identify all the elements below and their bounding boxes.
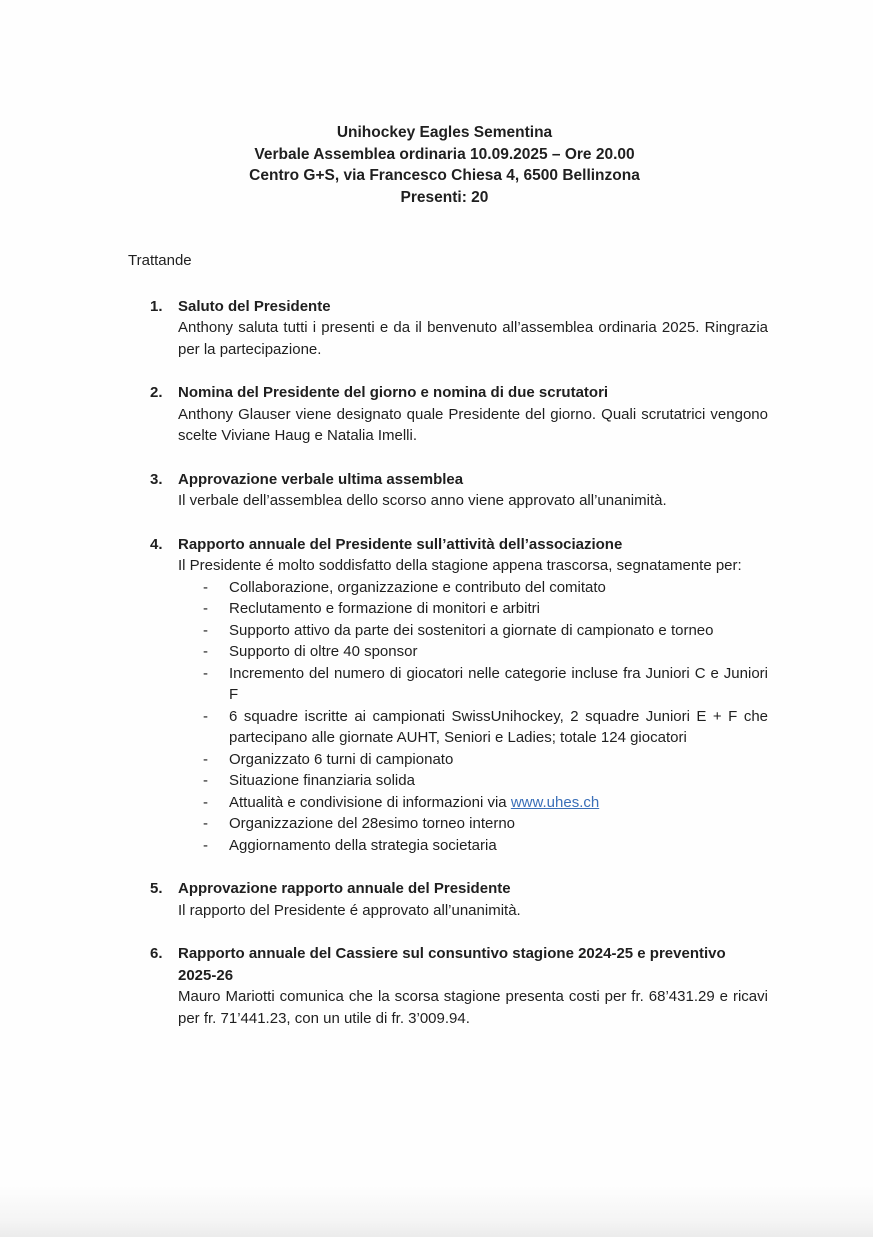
- agenda-item: [0, 878, 873, 921]
- bullet-text: Situazione finanziaria solida: [229, 772, 415, 789]
- agenda-item-title: Rapporto annuale del Presidente sull’attività dell’associazione: [178, 535, 623, 553]
- bullet-dash: -: [203, 836, 208, 854]
- bullet-text: Supporto attivo da parte dei sostenitori a giornate di campionato e torneo: [229, 621, 714, 639]
- section-label-trattande: Trattande: [128, 252, 192, 269]
- agenda-list: [0, 296, 873, 1030]
- agenda-item-number: 5.: [150, 880, 163, 897]
- bullet-item: [178, 577, 768, 599]
- agenda-item: [0, 382, 873, 447]
- bullet-item: [178, 598, 768, 620]
- bullet-dash: -: [203, 793, 208, 811]
- bullet-item: [178, 706, 768, 749]
- bullet-dash: -: [203, 750, 208, 768]
- agenda-item-number: 3.: [150, 470, 163, 488]
- agenda-item-bullets: [178, 577, 768, 857]
- bullet-text: 6 squadre iscritte ai campionati SwissUnihockey, 2 squadre Juniori E + F che partecipano alle giornate AUHT, Seniori e Ladies; totale 124 giocatori: [229, 707, 768, 746]
- bullet-text: Aggiornamento della strategia societaria: [229, 836, 497, 854]
- agenda-item-text: Mauro Mariotti comunica che la scorsa stagione presenta costi per fr. 68’431.29 e ricavi per fr. 71’441.23, con un utile di fr. 3’009.94.: [178, 988, 768, 1027]
- document-header: [0, 0, 873, 208]
- bullet-dash: -: [203, 815, 208, 832]
- agenda-item-text: Anthony saluta tutti i presenti e da il benvenuto all’assemblea ordinaria 2025. Ringrazia per la partecipazione.: [178, 319, 768, 358]
- header-location: Centro G+S, via Francesco Chiesa 4, 6500 Bellinzona: [249, 167, 640, 184]
- bullet-text: Reclutamento e formazione di monitori e arbitri: [229, 600, 540, 617]
- bullet-item: [178, 792, 768, 814]
- agenda-item: [0, 296, 873, 361]
- bullet-dash: -: [203, 643, 208, 660]
- bullet-item: [178, 813, 768, 835]
- agenda-item-body: [178, 469, 768, 512]
- agenda-item: [0, 469, 873, 512]
- agenda-item-body: [178, 534, 768, 857]
- bullet-item: [178, 749, 768, 771]
- agenda-item-title: Rapporto annuale del Cassiere sul consuntivo stagione 2024-25 e preventivo 2025-26: [178, 945, 726, 984]
- header-club-name: Unihockey Eagles Sementina: [336, 124, 553, 141]
- bullet-item: [178, 641, 768, 663]
- agenda-item-body: [178, 878, 768, 921]
- bullet-item: [178, 620, 768, 642]
- agenda-item-text: Il Presidente é molto soddisfatto della stagione appena trascorsa, segnatamente per:: [178, 557, 742, 574]
- bullet-dash: -: [203, 664, 208, 682]
- bullet-dash: -: [203, 707, 208, 725]
- agenda-item-title: Approvazione verbale ultima assemblea: [178, 470, 464, 488]
- agenda-item-title: Nomina del Presidente del giorno e nomina di due scrutatori: [178, 384, 609, 401]
- bullet-dash: -: [203, 578, 208, 596]
- header-meeting-title: Verbale Assemblea ordinaria 10.09.2025 – Ore 20.00: [254, 145, 635, 163]
- agenda-item: [0, 943, 873, 1029]
- bullet-text: Organizzato 6 turni di campionato: [229, 750, 454, 768]
- agenda-item: [0, 534, 873, 857]
- agenda-item-number: 4.: [150, 535, 163, 553]
- agenda-item-body: [178, 296, 768, 361]
- bullet-dash: -: [203, 772, 208, 789]
- bullet-text: Supporto di oltre 40 sponsor: [229, 643, 418, 660]
- bullet-dash: -: [203, 600, 208, 617]
- agenda-item-number: 1.: [150, 297, 163, 315]
- bullet-item: [178, 663, 768, 706]
- header-attendance: Presenti: 20: [400, 188, 489, 206]
- agenda-item-number: 2.: [150, 384, 163, 401]
- agenda-item-title: Approvazione rapporto annuale del Presidente: [178, 880, 511, 897]
- bullet-item: [178, 770, 768, 792]
- agenda-item-title: Saluto del Presidente: [178, 297, 331, 315]
- uhes-website-link[interactable]: www.uhes.ch: [510, 793, 600, 811]
- agenda-item-text: Il rapporto del Presidente é approvato all’unanimità.: [178, 901, 521, 919]
- scan-bottom-shadow: [0, 1185, 873, 1237]
- bullet-text: Organizzazione del 28esimo torneo interno: [229, 815, 516, 832]
- bullet-dash: -: [203, 621, 208, 639]
- bullet-text: Attualità e condivisione di informazioni via www.uhes.ch: [229, 793, 600, 811]
- agenda-item-number: 6.: [150, 945, 163, 962]
- bullet-text: Incremento del numero di giocatori nelle categorie incluse fra Juniori C e Juniori F: [229, 664, 768, 703]
- agenda-item-text: Il verbale dell’assemblea dello scorso anno viene approvato all’unanimità.: [178, 492, 667, 509]
- bullet-text: Collaborazione, organizzazione e contributo del comitato: [229, 578, 606, 596]
- agenda-item-body: [178, 382, 768, 447]
- agenda-item-body: [178, 943, 768, 1029]
- bullet-item: [178, 835, 768, 857]
- agenda-item-text: Anthony Glauser viene designato quale Presidente del giorno. Quali scrutatrici vengono scelte Viviane Haug e Natalia Imelli.: [178, 405, 768, 444]
